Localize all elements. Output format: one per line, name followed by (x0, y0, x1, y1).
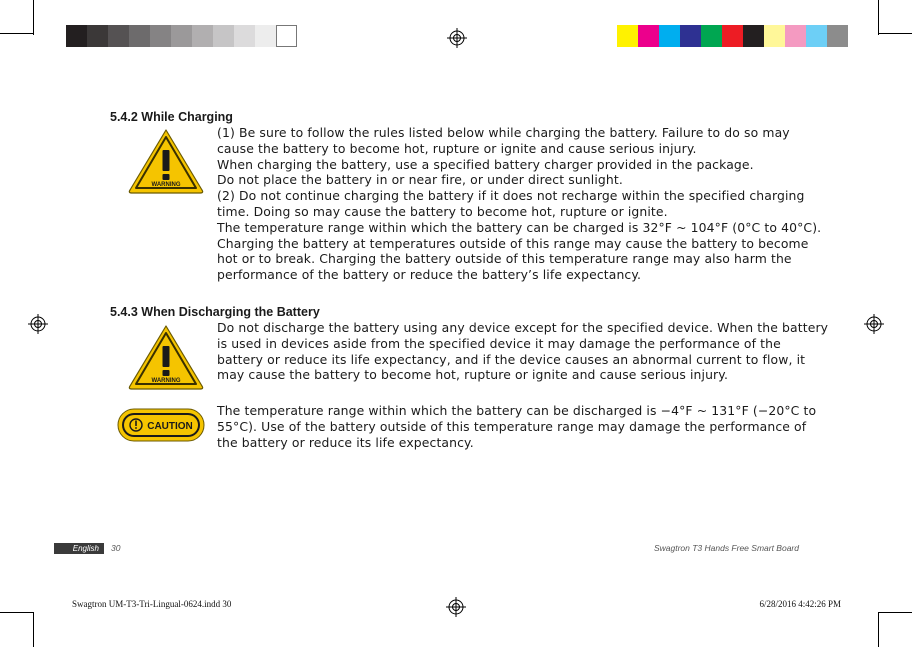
color-swatch (87, 25, 108, 47)
slug-date: 6/28/2016 4:42:26 PM (759, 599, 841, 609)
svg-text:WARNING: WARNING (151, 182, 181, 188)
text-line: is used in devices aside from the specified device it may damage the performance of the (217, 335, 781, 351)
color-swatch (722, 25, 743, 47)
text-line: (1) Be sure to follow the rules listed below while charging the battery. Failure to do so may (217, 125, 790, 140)
footer-language-tab (54, 543, 104, 554)
text-line: Charging the battery at temperatures outside of this range may cause the battery to become (217, 235, 809, 251)
text-line: When charging the battery, use a specified battery charger provided in the package. (217, 156, 754, 172)
text-line: (2) Do not continue charging the battery if it does not recharge within the specified charging (217, 188, 805, 204)
registration-mark-icon (28, 314, 48, 334)
color-swatch (701, 25, 722, 47)
footer-page-number: 30 (111, 543, 121, 553)
color-swatch (255, 25, 276, 47)
text-line: hot or to break. Charging the battery outside of this temperature range may also harm the (217, 251, 792, 267)
color-swatch (213, 25, 234, 47)
warning-sign-icon (126, 322, 206, 392)
slug-file-name: Swagtron UM-T3-Tri-Lingual-0624.indd 30 (72, 599, 232, 609)
footer-product-name: Swagtron T3 Hands Free Smart Board (653, 543, 799, 553)
color-swatch (638, 25, 659, 47)
color-swatch (150, 25, 171, 47)
text-line: time. Doing so may cause the battery to become hot, rupture or ignite. (217, 203, 668, 219)
color-swatch (171, 25, 192, 47)
color-swatch (234, 25, 255, 47)
caution-text (217, 403, 816, 450)
text-line: The temperature range within which the battery can be charged is 32°F ~ 104°F (0°C to 40°C). (217, 219, 822, 235)
color-swatch (192, 25, 213, 47)
text-line: Do not discharge the battery using any device except for the specified device. When the battery (217, 320, 829, 335)
text-line: Do not place the battery in or near fire, or under direct sunlight. (217, 172, 623, 188)
text-line: the battery or reduce its life expectancy. (217, 434, 474, 450)
svg-text:CAUTION: CAUTION (147, 421, 193, 432)
caution-label-icon (117, 408, 205, 442)
svg-text:WARNING: WARNING (151, 378, 181, 384)
color-swatch (680, 25, 701, 47)
color-swatch (617, 25, 638, 47)
footer-language: English (72, 544, 99, 553)
while-charging-text (217, 125, 821, 283)
color-swatch (743, 25, 764, 47)
color-swatch (785, 25, 806, 47)
text-line: battery or reduce its life expectancy, and if the device causes an abnormal current to flow, it (217, 351, 806, 367)
color-swatch (276, 25, 297, 47)
warning-sign-icon (126, 126, 206, 196)
color-swatch (129, 25, 150, 47)
color-swatch (108, 25, 129, 47)
section-heading-while-charging: 5.4.2 While Charging (110, 110, 233, 124)
text-line: performance of the battery or reduce the battery’s life expectancy. (217, 267, 642, 283)
color-swatch (827, 25, 848, 47)
text-line: may cause the battery to become hot, rupture or ignite and cause serious injury. (217, 367, 729, 383)
color-swatch (66, 25, 87, 47)
section-heading-when-discharging: 5.4.3 When Discharging the Battery (110, 305, 320, 319)
text-line: cause the battery to become hot, rupture or ignite and cause serious injury. (217, 140, 697, 156)
registration-mark-icon (447, 28, 467, 48)
registration-mark-icon (864, 314, 884, 334)
text-line: 55°C). Use of the battery outside of this temperature range may damage the performance of (217, 418, 807, 434)
when-discharging-text (217, 320, 828, 383)
color-swatch (806, 25, 827, 47)
color-swatch (764, 25, 785, 47)
registration-mark-icon (446, 597, 466, 617)
text-line: The temperature range within which the battery can be discharged is −4°F ~ 131°F (−20°C to (217, 403, 817, 418)
color-swatch (659, 25, 680, 47)
